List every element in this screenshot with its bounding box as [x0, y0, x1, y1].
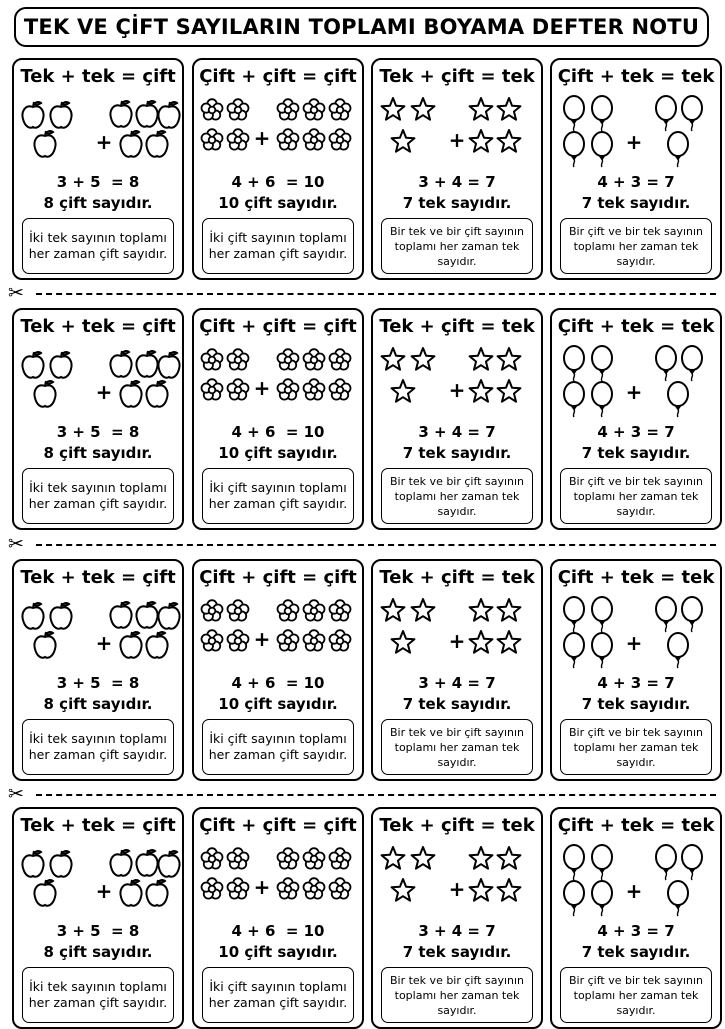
- apple-icon: [22, 102, 43, 128]
- rule-note: Bir tek ve bir çift sayının toplamı her zaman tek sayıdır.: [381, 218, 533, 274]
- note-card: [12, 807, 184, 1029]
- flower-icon: [202, 99, 223, 119]
- rule-note: Bir tek ve bir çift sayının toplamı her zaman tek sayıdır.: [381, 967, 533, 1023]
- flower-icon: [330, 848, 351, 868]
- apple-icon: [22, 352, 43, 378]
- apple-icon: [136, 351, 157, 377]
- flower-icon: [202, 129, 223, 149]
- counting-pictures: [18, 595, 182, 671]
- flower-icon: [228, 349, 249, 369]
- balloon-icon: [592, 382, 612, 417]
- flower-icon: [304, 99, 325, 119]
- equation: 3 + 4 = 7: [418, 674, 496, 692]
- flower-icon: [202, 349, 223, 369]
- rule-note: İki tek sayının toplamı her zaman çift sayıdır.: [22, 218, 174, 274]
- balloon-icon: [564, 346, 584, 381]
- note-card: [371, 308, 543, 530]
- note-card: [12, 559, 184, 781]
- apple-icon: [136, 850, 157, 876]
- apple-icon: [146, 381, 167, 407]
- counting-pictures: [377, 595, 541, 671]
- result-text: 7 tek sayıdır.: [402, 943, 512, 961]
- star-icon: [498, 599, 521, 621]
- card-row-2: [12, 308, 715, 530]
- note-card: [550, 308, 722, 530]
- card-heading: Tek + tek = çift: [20, 815, 176, 836]
- card-heading: Çift + tek = tek: [557, 316, 715, 337]
- counting-pictures: [18, 94, 182, 170]
- apple-icon: [50, 352, 71, 378]
- result-text: 7 tek sayıdır.: [581, 444, 691, 462]
- dashed-line: [36, 293, 716, 295]
- balloon-icon: [682, 96, 702, 131]
- apple-icon: [146, 131, 167, 157]
- apple-icon: [110, 101, 131, 127]
- result-text: 7 tek sayıdır.: [402, 194, 512, 212]
- counting-pictures: [198, 344, 362, 420]
- card-heading: Çift + çift = çift: [199, 66, 357, 87]
- plus-sign: +: [95, 879, 113, 903]
- flower-icon: [330, 129, 351, 149]
- plus-sign: +: [448, 128, 466, 152]
- flower-icon: [278, 129, 299, 149]
- rule-note: Bir çift ve bir tek sayının toplamı her zaman tek sayıdır.: [560, 719, 712, 775]
- flower-icon: [278, 600, 299, 620]
- note-card: [192, 308, 364, 530]
- flower-icon: [304, 878, 325, 898]
- star-icon: [412, 847, 435, 869]
- flower-icon: [202, 630, 223, 650]
- card-heading: Tek + çift = tek: [379, 66, 535, 87]
- apple-icon: [110, 602, 131, 628]
- flower-icon: [228, 379, 249, 399]
- rule-note: Bir çift ve bir tek sayının toplamı her zaman tek sayıdır.: [560, 468, 712, 524]
- equation: 4 + 3 = 7: [597, 423, 675, 441]
- star-icon: [412, 98, 435, 120]
- apple-icon: [120, 131, 141, 157]
- page-title: TEK VE ÇİFT SAYILARIN TOPLAMI BOYAMA DEFTER NOTU: [14, 7, 709, 47]
- result-text: 10 çift sayıdır.: [218, 695, 338, 713]
- star-icon: [470, 130, 493, 152]
- plus-sign: +: [448, 877, 466, 901]
- apple-icon: [110, 351, 131, 377]
- balloon-icon: [564, 881, 584, 916]
- flower-icon: [304, 600, 325, 620]
- note-card: [371, 807, 543, 1029]
- scissors-icon: ✂: [8, 783, 24, 805]
- equation: 4 + 3 = 7: [597, 674, 675, 692]
- equation: 4 + 3 = 7: [597, 173, 675, 191]
- card-row-1: [12, 58, 715, 280]
- counting-pictures: [18, 344, 182, 420]
- balloon-icon: [668, 382, 688, 417]
- apple-icon: [34, 880, 55, 906]
- apple-icon: [158, 352, 179, 378]
- plus-sign: +: [448, 629, 466, 653]
- star-icon: [412, 599, 435, 621]
- cut-line-2: [8, 534, 716, 554]
- card-heading: Çift + çift = çift: [199, 815, 357, 836]
- counting-pictures: [556, 595, 720, 671]
- balloon-icon: [592, 346, 612, 381]
- rule-note: İki çift sayının toplamı her zaman çift sayıdır.: [202, 967, 354, 1023]
- apple-icon: [158, 851, 179, 877]
- apple-icon: [120, 632, 141, 658]
- rule-note: İki tek sayının toplamı her zaman çift sayıdır.: [22, 468, 174, 524]
- star-icon: [498, 98, 521, 120]
- result-text: 8 çift sayıdır.: [43, 943, 153, 961]
- balloon-icon: [592, 881, 612, 916]
- flower-icon: [304, 129, 325, 149]
- plus-sign: +: [448, 378, 466, 402]
- plus-sign: +: [625, 130, 643, 154]
- note-card: [371, 559, 543, 781]
- scissors-icon: ✂: [8, 282, 24, 304]
- flower-icon: [278, 878, 299, 898]
- balloon-icon: [592, 96, 612, 131]
- card-heading: Tek + çift = tek: [379, 815, 535, 836]
- balloon-icon: [668, 881, 688, 916]
- card-heading: Tek + tek = çift: [20, 567, 176, 588]
- card-heading: Çift + tek = tek: [557, 815, 715, 836]
- result-text: 8 çift sayıdır.: [43, 444, 153, 462]
- counting-pictures: [556, 344, 720, 420]
- card-heading: Tek + tek = çift: [20, 66, 176, 87]
- result-text: 7 tek sayıdır.: [581, 695, 691, 713]
- flower-icon: [202, 600, 223, 620]
- note-card: [550, 58, 722, 280]
- flower-icon: [304, 379, 325, 399]
- plus-sign: +: [253, 126, 271, 150]
- apple-icon: [146, 880, 167, 906]
- counting-pictures: [198, 843, 362, 919]
- equation: 4 + 6 = 10: [231, 922, 325, 940]
- star-icon: [470, 380, 493, 402]
- balloon-icon: [682, 845, 702, 880]
- star-icon: [498, 847, 521, 869]
- plus-sign: +: [253, 875, 271, 899]
- note-card: [550, 807, 722, 1029]
- cut-line-3: [8, 784, 716, 804]
- star-icon: [470, 599, 493, 621]
- flower-icon: [228, 600, 249, 620]
- flower-icon: [278, 379, 299, 399]
- cut-line-1: [8, 283, 716, 303]
- flower-icon: [278, 848, 299, 868]
- star-icon: [498, 631, 521, 653]
- flower-icon: [202, 379, 223, 399]
- rule-note: İki çift sayının toplamı her zaman çift sayıdır.: [202, 468, 354, 524]
- star-icon: [498, 380, 521, 402]
- equation: 3 + 4 = 7: [418, 423, 496, 441]
- scissors-icon: ✂: [8, 533, 24, 555]
- balloon-icon: [668, 633, 688, 668]
- flower-icon: [228, 99, 249, 119]
- equation: 4 + 6 = 10: [231, 423, 325, 441]
- plus-sign: +: [625, 879, 643, 903]
- apple-icon: [34, 632, 55, 658]
- counting-pictures: [18, 843, 182, 919]
- flower-icon: [278, 99, 299, 119]
- counting-pictures: [198, 595, 362, 671]
- equation: 3 + 4 = 7: [418, 922, 496, 940]
- card-row-4: [12, 807, 715, 1029]
- flower-icon: [304, 848, 325, 868]
- equation: 3 + 5 = 8: [56, 423, 140, 441]
- star-icon: [392, 130, 415, 152]
- card-heading: Tek + çift = tek: [379, 567, 535, 588]
- apple-icon: [120, 381, 141, 407]
- rule-note: İki çift sayının toplamı her zaman çift sayıdır.: [202, 719, 354, 775]
- balloon-icon: [564, 845, 584, 880]
- plus-sign: +: [253, 627, 271, 651]
- apple-icon: [136, 602, 157, 628]
- equation: 3 + 5 = 8: [56, 674, 140, 692]
- result-text: 10 çift sayıdır.: [218, 444, 338, 462]
- star-icon: [470, 847, 493, 869]
- balloon-icon: [592, 132, 612, 167]
- plus-sign: +: [625, 631, 643, 655]
- balloon-icon: [656, 597, 676, 632]
- apple-icon: [50, 603, 71, 629]
- dashed-line: [36, 794, 716, 796]
- star-icon: [470, 879, 493, 901]
- rule-note: Bir tek ve bir çift sayının toplamı her zaman tek sayıdır.: [381, 719, 533, 775]
- counting-pictures: [377, 94, 541, 170]
- flower-icon: [202, 848, 223, 868]
- plus-sign: +: [95, 130, 113, 154]
- equation: 4 + 6 = 10: [231, 173, 325, 191]
- card-heading: Çift + çift = çift: [199, 316, 357, 337]
- flower-icon: [330, 878, 351, 898]
- note-card: [550, 559, 722, 781]
- result-text: 7 tek sayıdır.: [402, 695, 512, 713]
- star-icon: [470, 631, 493, 653]
- star-icon: [382, 348, 405, 370]
- counting-pictures: [556, 94, 720, 170]
- flower-icon: [330, 600, 351, 620]
- card-heading: Çift + tek = tek: [557, 567, 715, 588]
- star-icon: [382, 98, 405, 120]
- flower-icon: [202, 878, 223, 898]
- apple-icon: [50, 851, 71, 877]
- balloon-icon: [592, 597, 612, 632]
- card-heading: Tek + çift = tek: [379, 316, 535, 337]
- counting-pictures: [556, 843, 720, 919]
- result-text: 7 tek sayıdır.: [581, 943, 691, 961]
- apple-icon: [158, 603, 179, 629]
- equation: 4 + 3 = 7: [597, 922, 675, 940]
- star-icon: [382, 599, 405, 621]
- star-icon: [498, 348, 521, 370]
- balloon-icon: [564, 633, 584, 668]
- note-card: [192, 559, 364, 781]
- flower-icon: [304, 630, 325, 650]
- equation: 3 + 5 = 8: [56, 173, 140, 191]
- flower-icon: [278, 349, 299, 369]
- apple-icon: [120, 880, 141, 906]
- star-icon: [412, 348, 435, 370]
- flower-icon: [228, 129, 249, 149]
- apple-icon: [110, 850, 131, 876]
- star-icon: [470, 348, 493, 370]
- plus-sign: +: [253, 376, 271, 400]
- result-text: 8 çift sayıdır.: [43, 695, 153, 713]
- apple-icon: [158, 102, 179, 128]
- star-icon: [382, 847, 405, 869]
- rule-note: Bir çift ve bir tek sayının toplamı her zaman tek sayıdır.: [560, 218, 712, 274]
- balloon-icon: [592, 633, 612, 668]
- equation: 3 + 4 = 7: [418, 173, 496, 191]
- balloon-icon: [656, 845, 676, 880]
- note-card: [12, 58, 184, 280]
- result-text: 7 tek sayıdır.: [581, 194, 691, 212]
- star-icon: [392, 380, 415, 402]
- flower-icon: [330, 630, 351, 650]
- note-card: [12, 308, 184, 530]
- plus-sign: +: [95, 380, 113, 404]
- apple-icon: [136, 101, 157, 127]
- rule-note: İki tek sayının toplamı her zaman çift sayıdır.: [22, 719, 174, 775]
- balloon-icon: [682, 346, 702, 381]
- rule-note: Bir tek ve bir çift sayının toplamı her zaman tek sayıdır.: [381, 468, 533, 524]
- star-icon: [392, 879, 415, 901]
- flower-icon: [304, 349, 325, 369]
- note-card: [192, 807, 364, 1029]
- counting-pictures: [377, 843, 541, 919]
- card-heading: Çift + tek = tek: [557, 66, 715, 87]
- dashed-line: [36, 544, 716, 546]
- plus-sign: +: [625, 380, 643, 404]
- apple-icon: [22, 603, 43, 629]
- star-icon: [392, 631, 415, 653]
- flower-icon: [228, 878, 249, 898]
- balloon-icon: [564, 96, 584, 131]
- flower-icon: [330, 349, 351, 369]
- rule-note: Bir çift ve bir tek sayının toplamı her zaman tek sayıdır.: [560, 967, 712, 1023]
- apple-icon: [34, 381, 55, 407]
- balloon-icon: [656, 96, 676, 131]
- result-text: 7 tek sayıdır.: [402, 444, 512, 462]
- rule-note: İki tek sayının toplamı her zaman çift sayıdır.: [22, 967, 174, 1023]
- flower-icon: [228, 848, 249, 868]
- apple-icon: [50, 102, 71, 128]
- card-row-3: [12, 559, 715, 781]
- rule-note: İki çift sayının toplamı her zaman çift sayıdır.: [202, 218, 354, 274]
- balloon-icon: [564, 132, 584, 167]
- flower-icon: [330, 99, 351, 119]
- plus-sign: +: [95, 631, 113, 655]
- counting-pictures: [198, 94, 362, 170]
- apple-icon: [34, 131, 55, 157]
- equation: 3 + 5 = 8: [56, 922, 140, 940]
- result-text: 10 çift sayıdır.: [218, 943, 338, 961]
- balloon-icon: [564, 382, 584, 417]
- card-heading: Çift + çift = çift: [199, 567, 357, 588]
- note-card: [371, 58, 543, 280]
- flower-icon: [278, 630, 299, 650]
- note-card: [192, 58, 364, 280]
- balloon-icon: [656, 346, 676, 381]
- flower-icon: [228, 630, 249, 650]
- result-text: 10 çift sayıdır.: [218, 194, 338, 212]
- result-text: 8 çift sayıdır.: [43, 194, 153, 212]
- flower-icon: [330, 379, 351, 399]
- balloon-icon: [592, 845, 612, 880]
- star-icon: [470, 98, 493, 120]
- equation: 4 + 6 = 10: [231, 674, 325, 692]
- balloon-icon: [564, 597, 584, 632]
- apple-icon: [22, 851, 43, 877]
- balloon-icon: [668, 132, 688, 167]
- balloon-icon: [682, 597, 702, 632]
- star-icon: [498, 879, 521, 901]
- star-icon: [498, 130, 521, 152]
- card-heading: Tek + tek = çift: [20, 316, 176, 337]
- counting-pictures: [377, 344, 541, 420]
- apple-icon: [146, 632, 167, 658]
